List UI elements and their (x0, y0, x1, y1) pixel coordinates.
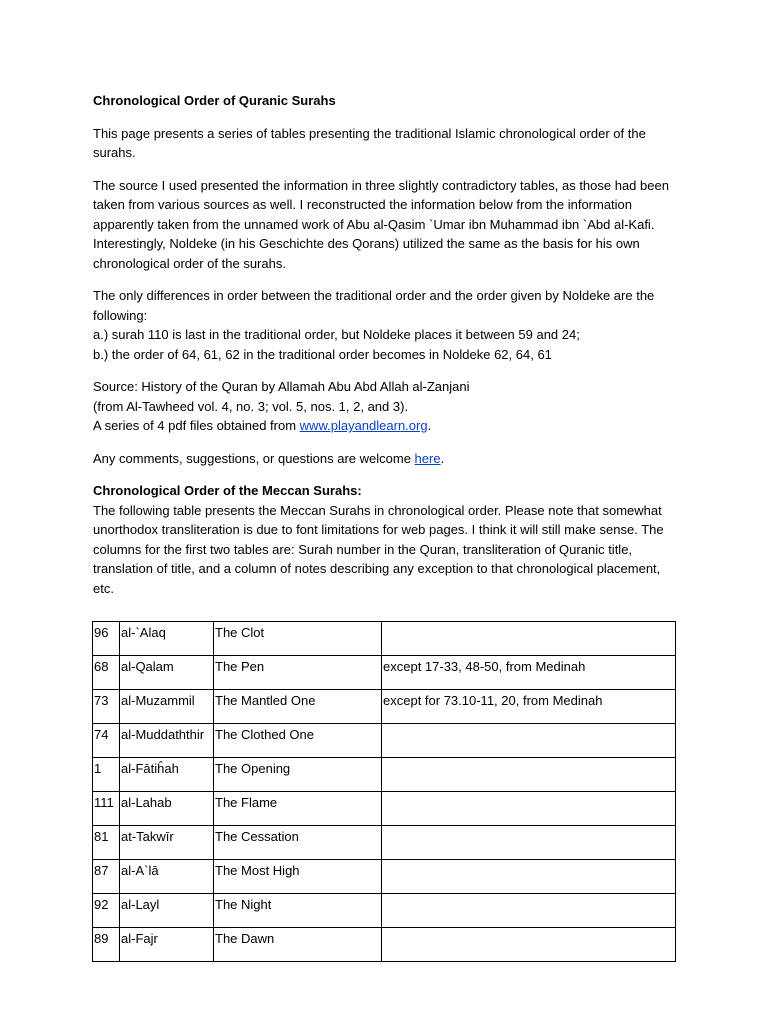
surah-number-cell: 96 (93, 622, 120, 656)
surah-number-cell: 74 (93, 724, 120, 758)
surah-name-cell: at-Takwīr (120, 826, 214, 860)
surah-note-cell (382, 826, 676, 860)
difference-a: a.) surah 110 is last in the traditional order, but Noldeke places it between 59 and 24; (93, 327, 580, 342)
surah-number-cell: 111 (93, 792, 120, 826)
surah-note-cell (382, 894, 676, 928)
surah-translation-cell: The Most High (214, 860, 382, 894)
table-row (93, 758, 676, 792)
surah-name-cell: al-Fajr (120, 928, 214, 962)
table-row (93, 928, 676, 962)
comments-line (93, 449, 683, 469)
page-title: Chronological Order of Quranic Surahs (93, 93, 336, 108)
table-row (93, 724, 676, 758)
table-row (93, 826, 676, 860)
differences-block (93, 286, 683, 364)
surah-translation-cell: The Clothed One (214, 724, 382, 758)
surah-number-cell: 92 (93, 894, 120, 928)
meccan-surahs-table (92, 621, 676, 962)
meccan-heading: Chronological Order of the Meccan Surahs: (93, 483, 362, 498)
surah-note-cell: except for 73.10-11, 20, from Medinah (382, 690, 676, 724)
surah-translation-cell: The Clot (214, 622, 382, 656)
source-line-3-prefix: A series of 4 pdf files obtained from (93, 418, 300, 433)
surah-translation-cell: The Cessation (214, 826, 382, 860)
table-row (93, 622, 676, 656)
meccan-description: The following table presents the Meccan Surahs in chronological order. Please note that somewhat unorthodox transliteration is due to font limitations for web pages. I think it will still make sense. The columns for the first two tables are: Surah number in the Quran, transliteration of Quranic title, translation of title, and a column of notes describing any exception to that chronological placement, etc. (93, 502, 664, 596)
intro-paragraph: This page presents a series of tables presenting the traditional Islamic chronological order of the surahs. (93, 125, 646, 160)
differences-intro: The only differences in order between the traditional order and the order given by Noldeke are the following: (93, 288, 655, 323)
source-paragraph: The source I used presented the information in three slightly contradictory tables, as those had been taken from various sources as well. I reconstructed the information below from the information apparently taken from the unnamed work of Abu al-Qasim `Umar ibn Muhammad ibn `Abd al-Kafi. Interestingly, Noldeke (in his Geschichte des Qorans) utilized the same as the basis for his own chronological order of the surahs. (93, 177, 669, 271)
surah-number-cell: 73 (93, 690, 120, 724)
source-line-1: Source: History of the Quran by Allamah Abu Abd Allah al-Zanjani (93, 379, 470, 394)
surah-number-cell: 68 (93, 656, 120, 690)
difference-b: b.) the order of 64, 61, 62 in the traditional order becomes in Noldeke 62, 64, 61 (93, 346, 552, 362)
surah-note-cell: except 17-33, 48-50, from Medinah (382, 656, 676, 690)
surah-note-cell (382, 622, 676, 656)
surah-translation-cell: The Dawn (214, 928, 382, 962)
surah-name-cell: al-A`lā (120, 860, 214, 894)
table-row (93, 656, 676, 690)
table-row (93, 860, 676, 894)
surah-name-cell: al-Muddaththir (120, 724, 214, 758)
surah-note-cell (382, 758, 676, 792)
document-body (93, 91, 683, 598)
source-line-2: (from Al-Tawheed vol. 4, no. 3; vol. 5, nos. 1, 2, and 3). (93, 398, 409, 414)
surah-name-cell: al-`Alaq (120, 622, 214, 656)
surah-translation-cell: The Pen (214, 656, 382, 690)
table-row (93, 690, 676, 724)
surah-number-cell: 1 (93, 758, 120, 792)
source-line-3-suffix: . (427, 418, 432, 433)
playandlearn-link[interactable]: www.playandlearn.org (299, 418, 428, 433)
surah-translation-cell: The Opening (214, 758, 382, 792)
surah-name-cell: al-Lahab (120, 792, 214, 826)
surah-name-cell: al-Qalam (120, 656, 214, 690)
surah-translation-cell: The Flame (214, 792, 382, 826)
source-citation (93, 377, 683, 436)
surah-translation-cell: The Night (214, 894, 382, 928)
source-line-3 (93, 416, 683, 436)
surah-name-cell: al-Muzammil (120, 690, 214, 724)
table-row (93, 894, 676, 928)
surah-number-cell: 87 (93, 860, 120, 894)
comments-here-link[interactable]: here (414, 450, 441, 466)
comments-prefix: Any comments, suggestions, or questions are welcome (93, 450, 415, 466)
surah-name-cell: al-Layl (120, 894, 214, 928)
surah-note-cell (382, 792, 676, 826)
surah-translation-cell: The Mantled One (214, 690, 382, 724)
surah-note-cell (382, 928, 676, 962)
surah-number-cell: 81 (93, 826, 120, 860)
table-row (93, 792, 676, 826)
surah-note-cell (382, 860, 676, 894)
surah-name-cell: al-Fātiĥah (120, 758, 214, 792)
comments-suffix: . (440, 450, 445, 466)
surah-number-cell: 89 (93, 928, 120, 962)
surah-note-cell (382, 724, 676, 758)
